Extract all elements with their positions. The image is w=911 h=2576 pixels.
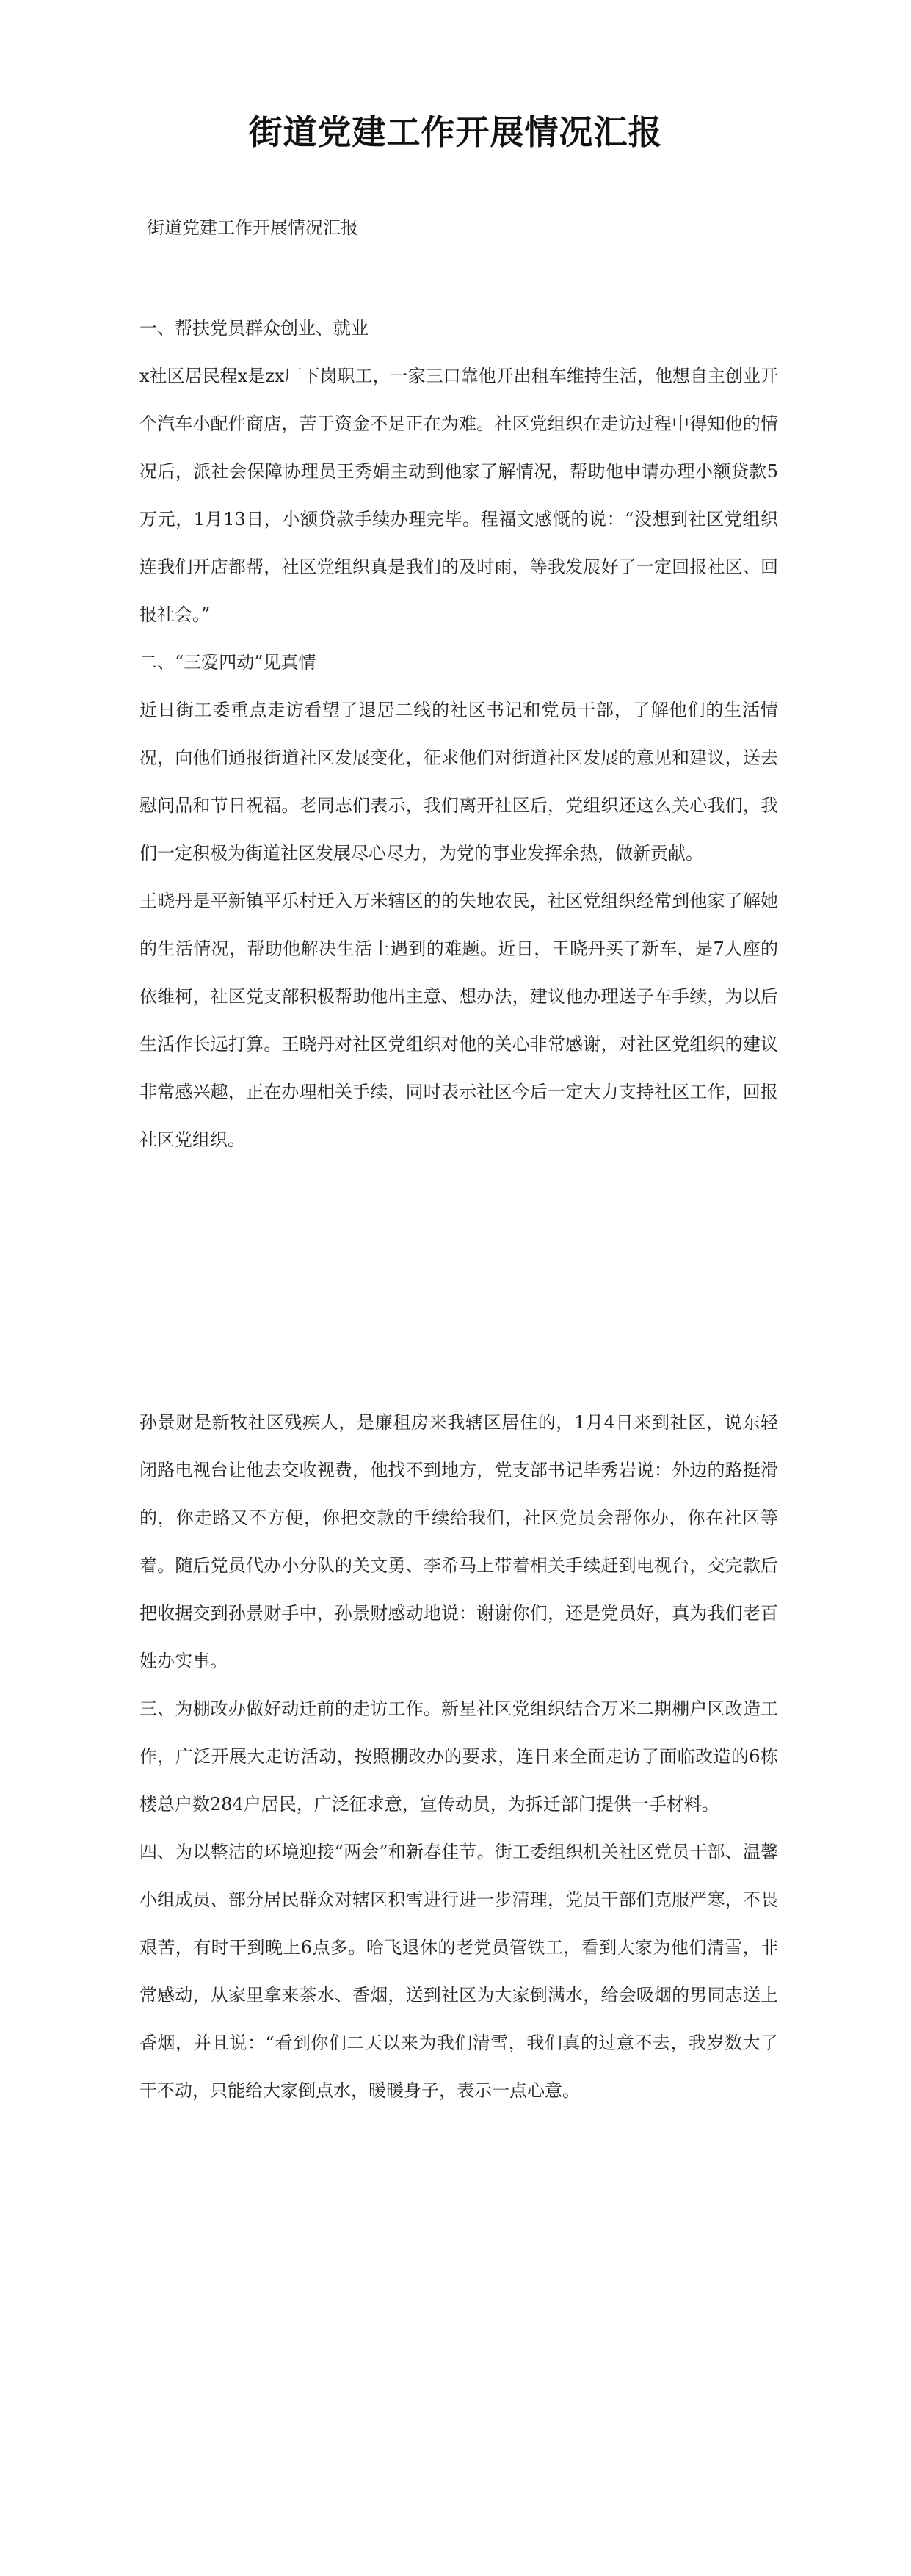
- paragraph: 近日街工委重点走访看望了退居二线的社区书记和党员干部，了解他们的生活情况，向他们通报街道社区发展变化，征求他们对街道社区发展的意见和建议，送去慰问品和节日祝福。老同志们表示，我们离开社区后，党组织还这么关心我们，我们一定积极为街道社区发展尽心尽力，为党的事业发挥余热，做新贡献。: [139, 700, 778, 864]
- paragraph: 孙景财是新牧社区残疾人，是廉租房来我辖区居住的，1月4日来到社区，说东轻闭路电视台让他去交收视费，他找不到地方，党支部书记毕秀岩说：外边的路挺滑的，你走路又不方便，你把交款的手续给我们，社区党员会帮你办，你在社区等着。随后党员代办小分队的关文勇、李希马上带着相关手续赶到电视台，交完款后把收据交到孙景财手中，孙景财感动地说：谢谢你们，还是党员好，真为我们老百姓办实事。: [139, 1412, 778, 1671]
- document-subtitle: 街道党建工作开展情况汇报: [147, 217, 358, 238]
- section-heading: 二、“三爱四动”见真情: [139, 652, 316, 673]
- document-title: 街道党建工作开展情况汇报: [248, 112, 663, 152]
- body-section-2: [139, 1399, 778, 2115]
- body-section-1: [139, 305, 778, 1164]
- section-heading: 一、帮扶党员群众创业、就业: [139, 318, 369, 339]
- paragraph: x社区居民程x是zx厂下岗职工，一家三口靠他开出租车维持生活，他想自主创业开个汽车小配件商店，苦于资金不足正在为难。社区党组织在走访过程中得知他的情况后，派社会保障协理员王秀娟主动到他家了解情况，帮助他申请办理小额贷款5万元，1月13日，小额贷款手续办理完毕。程福文感慨的说：“没想到社区党组织连我们开店都帮，社区党组织真是我们的及时雨，等我发展好了一定回报社区、回报社会。”: [139, 366, 778, 625]
- paragraph: 王晓丹是平新镇平乐村迁入万米辖区的的失地农民，社区党组织经常到他家了解她的生活情况，帮助他解决生活上遇到的难题。近日，王晓丹买了新车，是7人座的依维柯，社区党支部积极帮助他出主意、想办法，建议他办理送子车手续，为以后生活作长远打算。王晓丹对社区党组织对他的关心非常感谢，对社区党组织的建议非常感兴趣，正在办理相关手续，同时表示社区今后一定大力支持社区工作，回报社区党组织。: [139, 891, 778, 1150]
- paragraph: 四、为以整洁的环境迎接“两会”和新春佳节。街工委组织机关社区党员干部、温馨小组成员、部分居民群众对辖区积雪进行进一步清理，党员干部们克服严寒，不畏艰苦，有时干到晚上6点多。哈飞退休的老党员管铁工，看到大家为他们清雪，非常感动，从家里拿来茶水、香烟，送到社区为大家倒满水，给会吸烟的男同志送上香烟，并且说：“看到你们二天以来为我们清雪，我们真的过意不去，我岁数大了干不动，只能给大家倒点水，暖暖身子，表示一点心意。: [139, 1842, 778, 2101]
- paragraph: 三、为棚改办做好动迁前的走访工作。新星社区党组织结合万米二期棚户区改造工作，广泛开展大走访活动，按照棚改办的要求，连日来全面走访了面临改造的6栋楼总户数284户居民，广泛征求意，宣传动员，为拆迁部门提供一手材料。: [139, 1698, 778, 1815]
